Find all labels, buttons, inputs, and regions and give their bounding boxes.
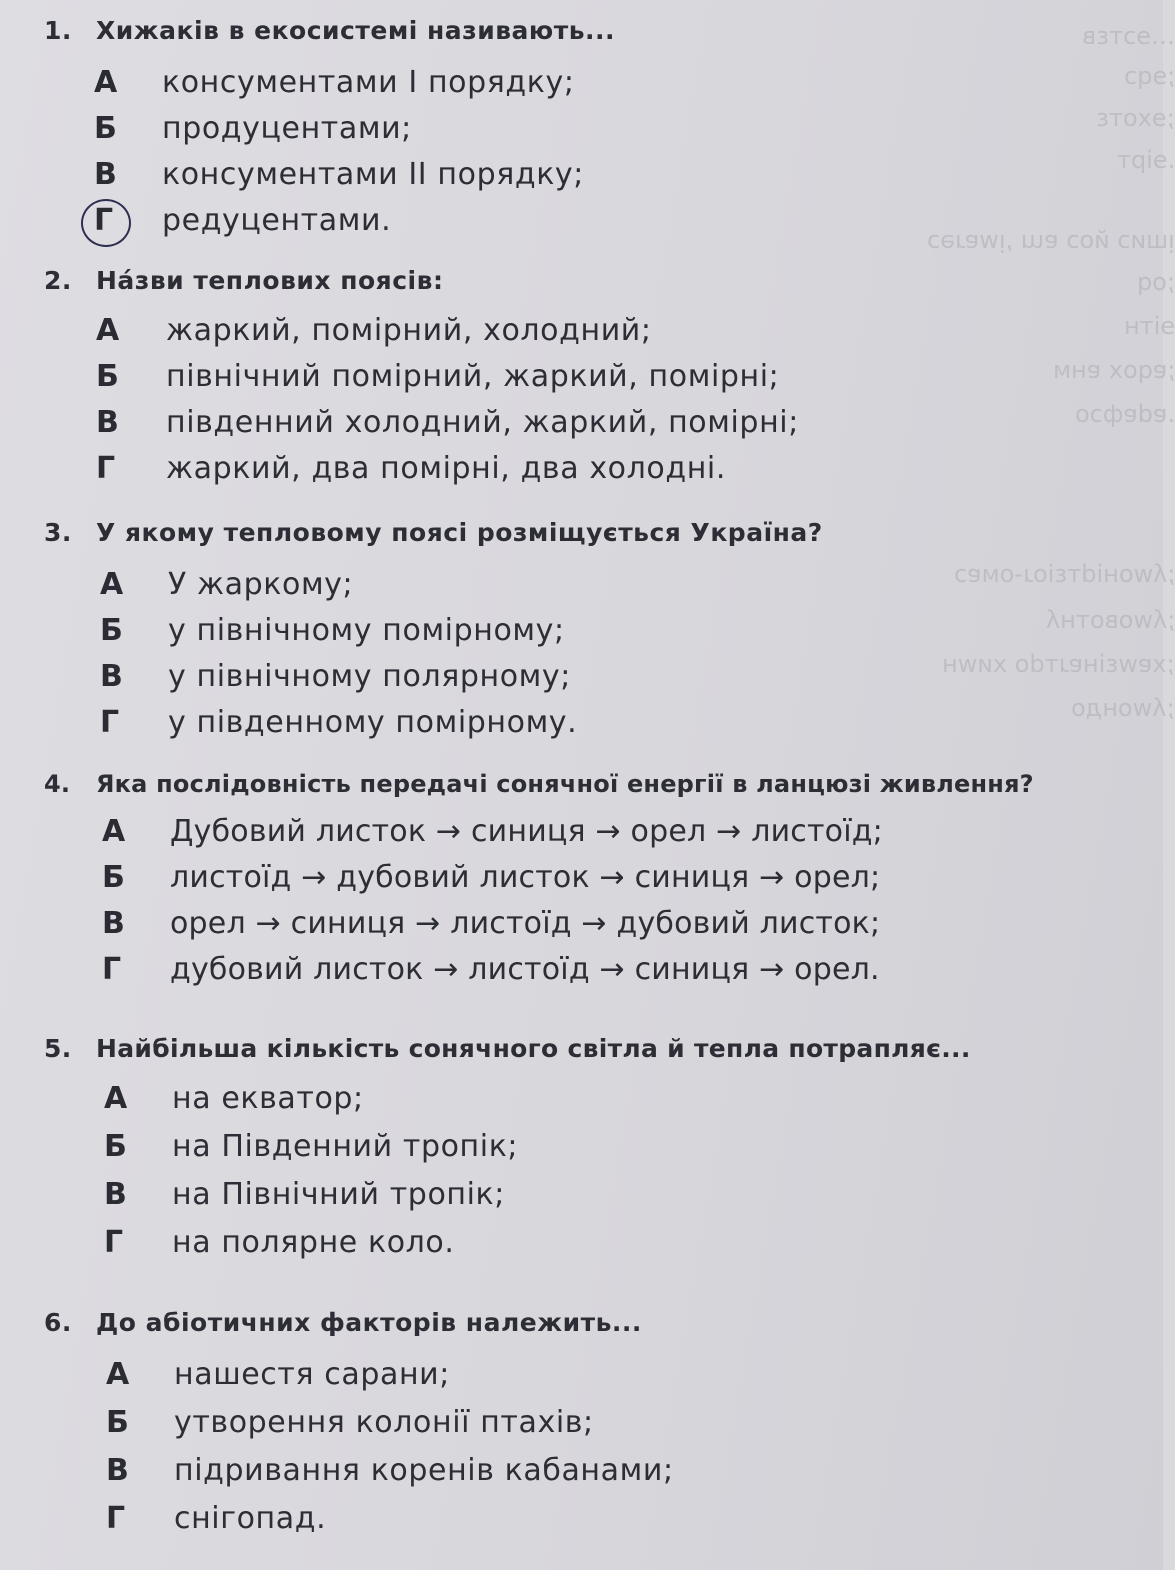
option-letter: Б (100, 613, 123, 648)
question-6 (44, 1308, 674, 1549)
question-text: До абіотичних факторів належить... (96, 1308, 642, 1337)
option-text: південний холодний, жаркий, помірні; (166, 405, 799, 440)
answer-option-v[interactable] (44, 659, 823, 705)
answer-option-a[interactable] (44, 814, 1034, 860)
option-letter: А (102, 814, 126, 849)
option-text: консументами I порядку; (162, 65, 575, 100)
question-number: 3. (44, 518, 72, 547)
option-text: на полярне коло. (172, 1225, 455, 1260)
option-text: снігопад. (174, 1501, 327, 1536)
bleed-through-text: ;ɘqɔ (1123, 62, 1175, 90)
option-letter-circled: Г (94, 203, 134, 238)
bleed-through-text: ;ʎwоніdтɛіоɹ-омɐɔ (953, 560, 1175, 588)
question-number: 6. (44, 1308, 72, 1337)
question-text: У якому тепловому поясі розміщується Україна? (96, 518, 823, 547)
option-letter: Б (94, 111, 117, 146)
option-text: у північному полярному; (168, 659, 571, 694)
answer-option-v[interactable] (44, 906, 1034, 952)
option-text: у північному помірному; (168, 613, 565, 648)
answer-option-v[interactable] (44, 1453, 674, 1501)
question-1 (44, 16, 615, 249)
answer-option-a[interactable] (44, 1081, 971, 1129)
answer-option-g[interactable] (44, 203, 615, 249)
bleed-through-text: ;oq (1136, 268, 1175, 296)
option-letter: В (102, 906, 125, 941)
question-text: Яка послідовність передачі сонячної енергії в ланцюзі живлення? (96, 770, 1034, 798)
bleed-through-text: .ɐdɐфɔо (1074, 400, 1175, 428)
option-text: на Південний тропік; (172, 1129, 519, 1164)
bleed-through-text: ;ʎwовотнʎ (1045, 606, 1175, 634)
option-text: на екватор; (172, 1081, 364, 1116)
option-letter: Г (104, 1225, 124, 1260)
answer-option-g[interactable] (44, 952, 1034, 998)
option-letter: А (104, 1081, 128, 1116)
answer-option-v[interactable] (44, 157, 615, 203)
option-text: утворення колонії птахів; (174, 1405, 594, 1440)
question-4 (44, 770, 1034, 998)
answer-option-g[interactable] (44, 1225, 971, 1273)
option-letter: В (96, 405, 119, 440)
option-letter: Г (100, 705, 120, 740)
answer-option-v[interactable] (44, 1177, 971, 1225)
answer-option-b[interactable] (44, 359, 780, 405)
answer-option-b[interactable] (44, 111, 615, 157)
answer-option-b[interactable] (44, 860, 1034, 906)
option-letter: А (94, 65, 118, 100)
option-letter: Г (102, 952, 122, 987)
option-letter: Б (106, 1405, 129, 1440)
option-letter: А (96, 313, 120, 348)
question-text: Нáзви теплових поясів: (96, 266, 444, 295)
option-letter: Б (102, 860, 125, 895)
bleed-through-text: ;хɐwɛінɐɹтdо хиwн (942, 650, 1175, 678)
option-letter: В (104, 1177, 127, 1212)
bleed-through-text: ᴉшиɔ йоɔ ɐɯ ,ᴉwɐɹǝɔ (927, 226, 1175, 254)
bleed-through-text: ;ɘхотɛ (1096, 104, 1175, 132)
question-number: 1. (44, 16, 72, 45)
answer-option-b[interactable] (44, 1129, 971, 1177)
option-text: продуцентами; (162, 111, 412, 146)
answer-option-v[interactable] (44, 405, 799, 451)
question-title (44, 1308, 642, 1337)
question-title (44, 1034, 971, 1063)
option-text: жаркий, помірний, холодний; (166, 313, 652, 348)
option-text: північний помірний, жаркий, помірні; (166, 359, 780, 394)
option-letter: Б (96, 359, 119, 394)
option-text: листоїд → дубовий листок → синиця → орел; (170, 860, 881, 895)
question-title (44, 770, 1034, 798)
question-title (44, 266, 443, 295)
answer-option-g[interactable] (44, 1501, 642, 1549)
answer-option-b[interactable] (44, 1405, 642, 1453)
option-letter: В (100, 659, 123, 694)
question-2 (44, 266, 799, 497)
question-5 (44, 1034, 971, 1273)
question-title (44, 16, 615, 45)
option-text: на Північний тропік; (172, 1177, 505, 1212)
answer-option-a[interactable] (44, 567, 823, 613)
bleed-through-text: ɘітн (1123, 312, 1175, 340)
answer-option-a[interactable] (44, 1357, 642, 1405)
option-text: редуцентами. (162, 203, 392, 238)
bleed-through-text: ;ʎwондо (1071, 694, 1175, 722)
answer-option-g[interactable] (44, 705, 823, 751)
option-letter: В (106, 1453, 129, 1488)
answer-option-a[interactable] (44, 65, 615, 111)
option-letter: Г (96, 451, 116, 486)
question-number: 4. (44, 770, 71, 798)
option-text: дубовий листок → листоїд → синиця → орел. (170, 952, 880, 987)
option-text: орел → синиця → листоїд → дубовий листок; (170, 906, 881, 941)
answer-option-g[interactable] (44, 451, 726, 497)
question-number: 2. (44, 266, 72, 295)
option-text: Дубовий листок → синиця → орел → листоїд; (170, 814, 883, 849)
bleed-through-text: ;ɐqох ɐнм (1052, 356, 1175, 384)
option-letter: Г (106, 1501, 126, 1536)
option-text: жаркий, два помірні, два холодні. (166, 451, 726, 486)
option-letter: В (94, 157, 117, 192)
option-text: консументами II порядку; (162, 157, 584, 192)
option-letter: А (100, 567, 124, 602)
option-text: У жаркому; (168, 567, 354, 602)
option-text: підривання коренів кабанами; (174, 1453, 674, 1488)
question-text: Найбільша кількість сонячного світла й тепла потрапляє... (96, 1034, 971, 1063)
question-number: 5. (44, 1034, 72, 1063)
answer-option-b[interactable] (44, 613, 823, 659)
question-text: Хижаків в екосистемі називають... (96, 16, 616, 45)
question-3 (44, 518, 823, 751)
bleed-through-text: …ɘɔтɛв (1081, 22, 1175, 50)
option-text: у південному помірному. (168, 705, 578, 740)
answer-option-a[interactable] (44, 313, 652, 359)
option-text: нашестя сарани; (174, 1357, 450, 1392)
option-letter: Б (104, 1129, 127, 1164)
question-title (44, 518, 823, 547)
bleed-through-text: .ɘірт (1116, 146, 1175, 174)
option-letter: А (106, 1357, 130, 1392)
pen-circle-mark (81, 199, 131, 247)
